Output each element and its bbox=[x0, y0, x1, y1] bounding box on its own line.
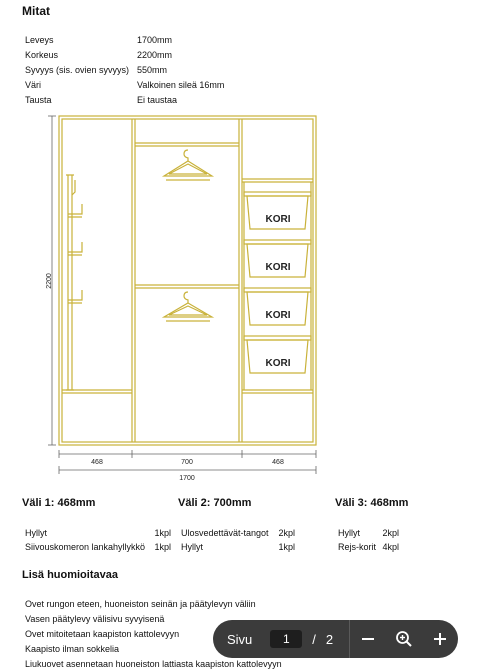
spec-value: 2200mm bbox=[137, 50, 173, 60]
zoom-in-button[interactable] bbox=[422, 620, 458, 658]
note-line: Kaapisto ilman sokkelia bbox=[25, 644, 120, 654]
spec-value: 1700mm bbox=[137, 35, 173, 45]
hanger-icon bbox=[164, 150, 212, 180]
spec-value: Valkoinen sileä 16mm bbox=[137, 80, 225, 90]
minus-icon bbox=[360, 631, 376, 647]
list-item bbox=[25, 540, 171, 554]
outer-frame bbox=[59, 116, 316, 445]
width-label-2: 700 bbox=[181, 459, 193, 466]
height-label: 2200 bbox=[46, 273, 53, 289]
item-qty: 1kpl bbox=[154, 542, 171, 552]
width-label-3: 468 bbox=[272, 459, 284, 466]
basket-label: KORI bbox=[265, 310, 291, 321]
section-title-vali-2: Väli 2: 700mm bbox=[178, 497, 252, 509]
items-list-vali-1 bbox=[25, 526, 171, 554]
item-name: Hyllyt bbox=[25, 528, 47, 538]
item-name: Siivouskomeron lankahyllykkö bbox=[25, 542, 146, 552]
section-title-vali-1: Väli 1: 468mm bbox=[22, 497, 96, 509]
plus-icon bbox=[432, 631, 448, 647]
basket-label: KORI bbox=[265, 214, 291, 225]
width-label-1: 468 bbox=[91, 459, 103, 466]
list-item bbox=[181, 526, 295, 540]
page-separator: / bbox=[312, 631, 316, 647]
item-qty: 2kpl bbox=[382, 528, 399, 538]
pdf-page-toolbar bbox=[213, 620, 458, 658]
page-total: 2 bbox=[325, 631, 334, 647]
list-item bbox=[25, 526, 171, 540]
wardrobe-frame bbox=[59, 116, 316, 445]
note-line: Ovet mitoitetaan kaapiston kattolevyyn bbox=[25, 629, 180, 639]
dimension-lines bbox=[48, 116, 316, 474]
notes-heading: Lisä huomioitavaa bbox=[22, 569, 118, 581]
item-name: Hyllyt bbox=[181, 542, 203, 552]
note-line: Liukuovet asennetaan huoneiston lattiasta kaapiston kattolevyyn bbox=[25, 659, 282, 669]
list-item bbox=[338, 540, 399, 554]
items-list-vali-2 bbox=[181, 526, 295, 554]
item-qty: 1kpl bbox=[154, 528, 171, 538]
section-title-vali-3: Väli 3: 468mm bbox=[335, 497, 409, 509]
list-item bbox=[181, 540, 295, 554]
item-name: Rejs-korit bbox=[338, 542, 377, 552]
basket-label: KORI bbox=[265, 358, 291, 369]
spec-value: Ei taustaa bbox=[137, 95, 178, 105]
page-title: Mitat bbox=[22, 4, 50, 18]
zoom-fit-button[interactable] bbox=[386, 620, 422, 658]
item-name: Ulosvedettävät-tangot bbox=[181, 528, 269, 538]
hook-rack-icon bbox=[66, 175, 82, 390]
magnifier-icon bbox=[395, 630, 413, 648]
spec-label: Tausta bbox=[25, 95, 52, 105]
item-qty: 4kpl bbox=[382, 542, 399, 552]
page-label: Sivu bbox=[227, 631, 253, 647]
note-line: Ovet rungon eteen, huoneiston seinän ja päätylevyn väliin bbox=[25, 599, 256, 609]
spec-label: Väri bbox=[25, 80, 42, 90]
item-name: Hyllyt bbox=[338, 528, 360, 538]
spec-value: 550mm bbox=[137, 65, 168, 75]
item-qty: 2kpl bbox=[278, 528, 295, 538]
spec-label: Leveys bbox=[25, 35, 54, 45]
spec-label: Syvyys (sis. ovien syvyys) bbox=[25, 65, 130, 75]
zoom-out-button[interactable] bbox=[350, 620, 386, 658]
note-line: Vasen päätylevy välisivu syvyisenä bbox=[25, 614, 165, 624]
item-qty: 1kpl bbox=[278, 542, 295, 552]
total-width-label: 1700 bbox=[179, 475, 195, 482]
hanger-icon bbox=[164, 292, 212, 321]
basket-label: KORI bbox=[265, 262, 291, 273]
list-item bbox=[338, 526, 399, 540]
items-list-vali-3 bbox=[338, 526, 399, 554]
spec-label: Korkeus bbox=[25, 50, 59, 60]
page-number-input[interactable]: 1 bbox=[270, 630, 302, 648]
